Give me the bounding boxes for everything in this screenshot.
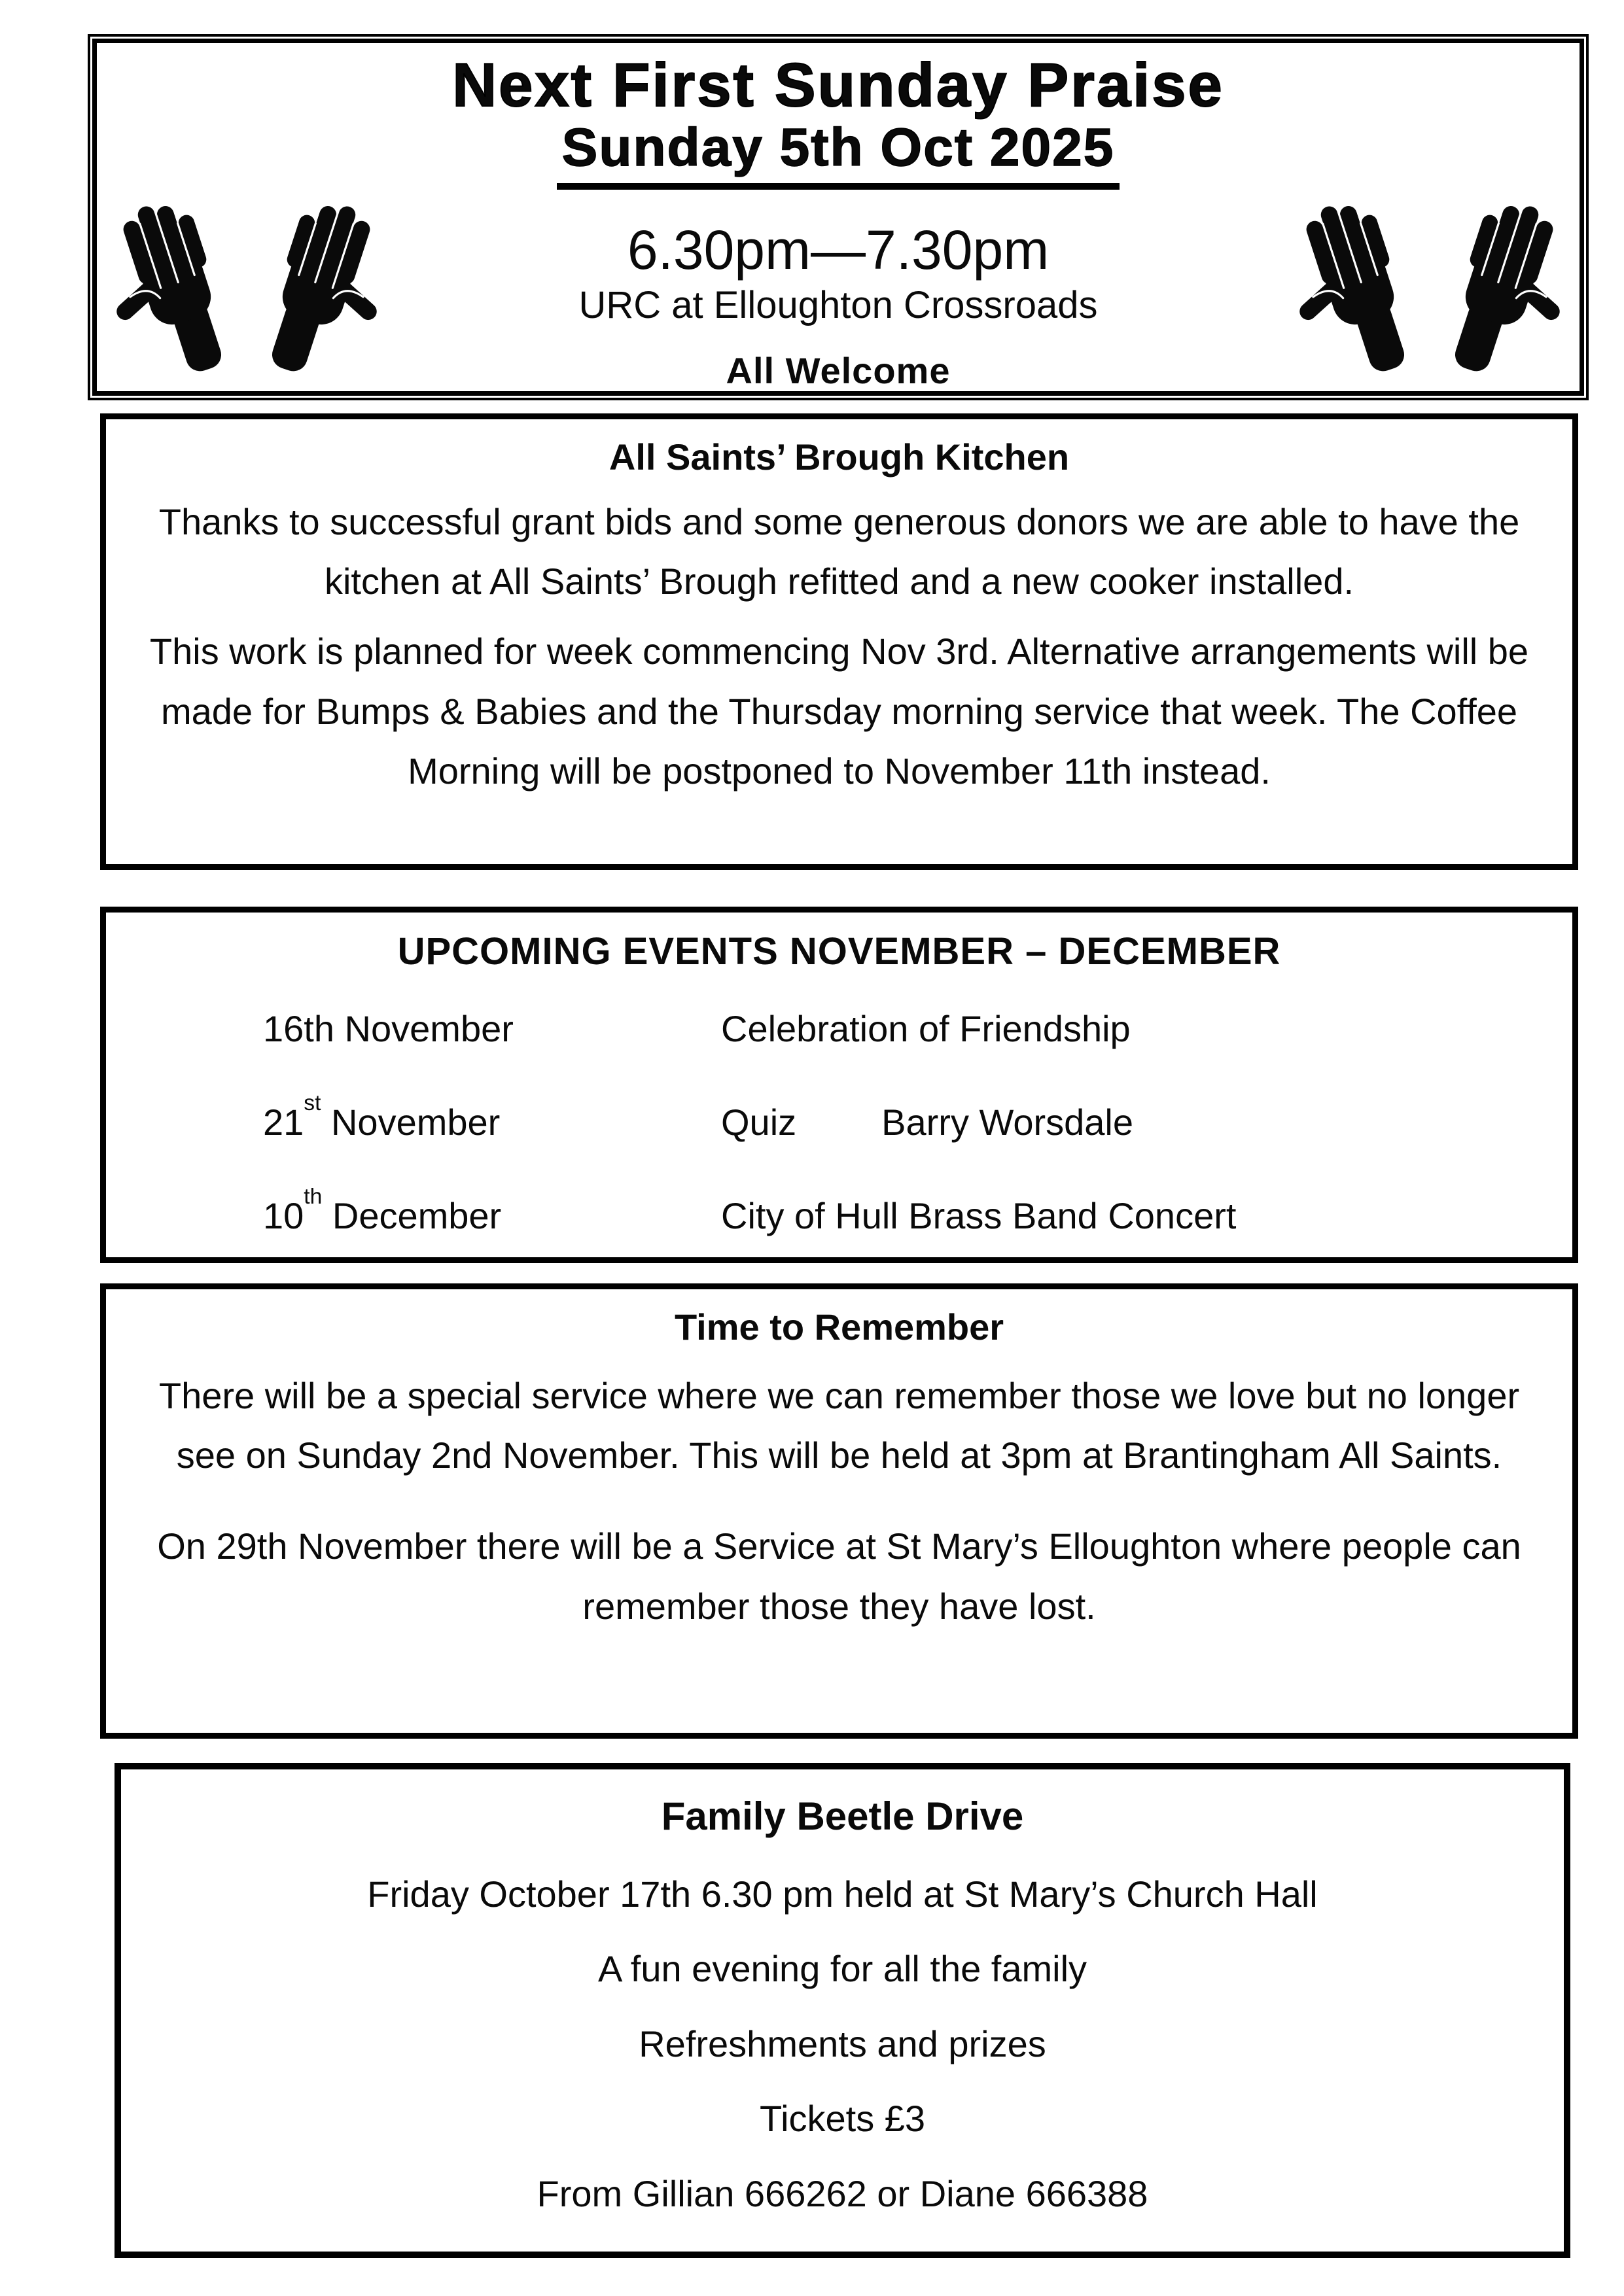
event-date-wrap — [97, 118, 1580, 190]
beetle-drive-line: Refreshments and prizes — [639, 2023, 1046, 2064]
header-box-inner — [92, 39, 1584, 396]
time-to-remember-section — [100, 1283, 1578, 1739]
event-date-cell: 10th December — [263, 1185, 502, 1237]
kitchen-section — [100, 413, 1578, 870]
event-date-cell: 21st November — [263, 1091, 501, 1143]
upcoming-events-section — [100, 907, 1578, 1263]
ordinal-suffix: th — [304, 1185, 323, 1209]
time-to-remember-title: Time to Remember — [674, 1306, 1004, 1348]
events-list — [135, 1007, 1544, 1237]
remember-paragraph-2: On 29th November there will be a Service at St Mary’s Elloughton where people can remember those they have lost. — [157, 1525, 1521, 1627]
beetle-drive-line: From Gillian 666262 or Diane 666388 — [537, 2172, 1148, 2214]
beetle-drive-line: Friday October 17th 6.30 pm held at St Mary’s Church Hall — [367, 1873, 1318, 1915]
ordinal-suffix: st — [304, 1091, 321, 1116]
page-title: Next First Sunday Praise — [452, 50, 1224, 119]
praise-hands-icon — [1289, 184, 1570, 372]
event-desc-cell: City of Hull Brass Band Concert — [721, 1195, 1237, 1237]
header-box — [88, 34, 1589, 400]
beetle-drive-line: Tickets £3 — [759, 2098, 926, 2140]
praise-hands-icon — [106, 184, 387, 372]
event-date: Sunday 5th Oct 2025 — [557, 119, 1120, 190]
event-row — [263, 1091, 1544, 1143]
kitchen-section-title: All Saints’ Brough Kitchen — [609, 436, 1070, 478]
beetle-drive-line: A fun evening for all the family — [597, 1948, 1087, 1990]
event-row — [263, 1185, 1544, 1237]
event-venue: URC at Elloughton Crossroads — [578, 283, 1098, 326]
beetle-drive-section — [115, 1763, 1570, 2258]
event-row — [263, 1007, 1544, 1050]
event-date-cell: 16th November — [263, 1008, 514, 1050]
kitchen-paragraph-1: Thanks to successful grant bids and some generous donors we are able to have the kitchen at All Saints’ Brough refitted and a new cooker installed. — [158, 500, 1520, 602]
upcoming-events-title: UPCOMING EVENTS NOVEMBER – DECEMBER — [397, 930, 1281, 973]
kitchen-paragraph-2: This work is planned for week commencing Nov 3rd. Alternative arrangements will be made for Bumps & Babies and the Thursday morning service that week. The Coffee Morning will be postponed to November 11th instead. — [149, 631, 1529, 791]
beetle-drive-title: Family Beetle Drive — [661, 1794, 1024, 1838]
event-time: 6.30pm—7.30pm — [627, 219, 1050, 281]
remember-paragraph-1: There will be a special service where we can remember those we love but no longer see on Sunday 2nd November. This will be held at 3pm at Brantingham All Saints. — [158, 1374, 1520, 1476]
event-desc-cell: Quiz Barry Worsdale — [721, 1102, 1134, 1143]
event-desc-cell: Celebration of Friendship — [721, 1008, 1131, 1050]
all-welcome-text: All Welcome — [726, 349, 951, 391]
